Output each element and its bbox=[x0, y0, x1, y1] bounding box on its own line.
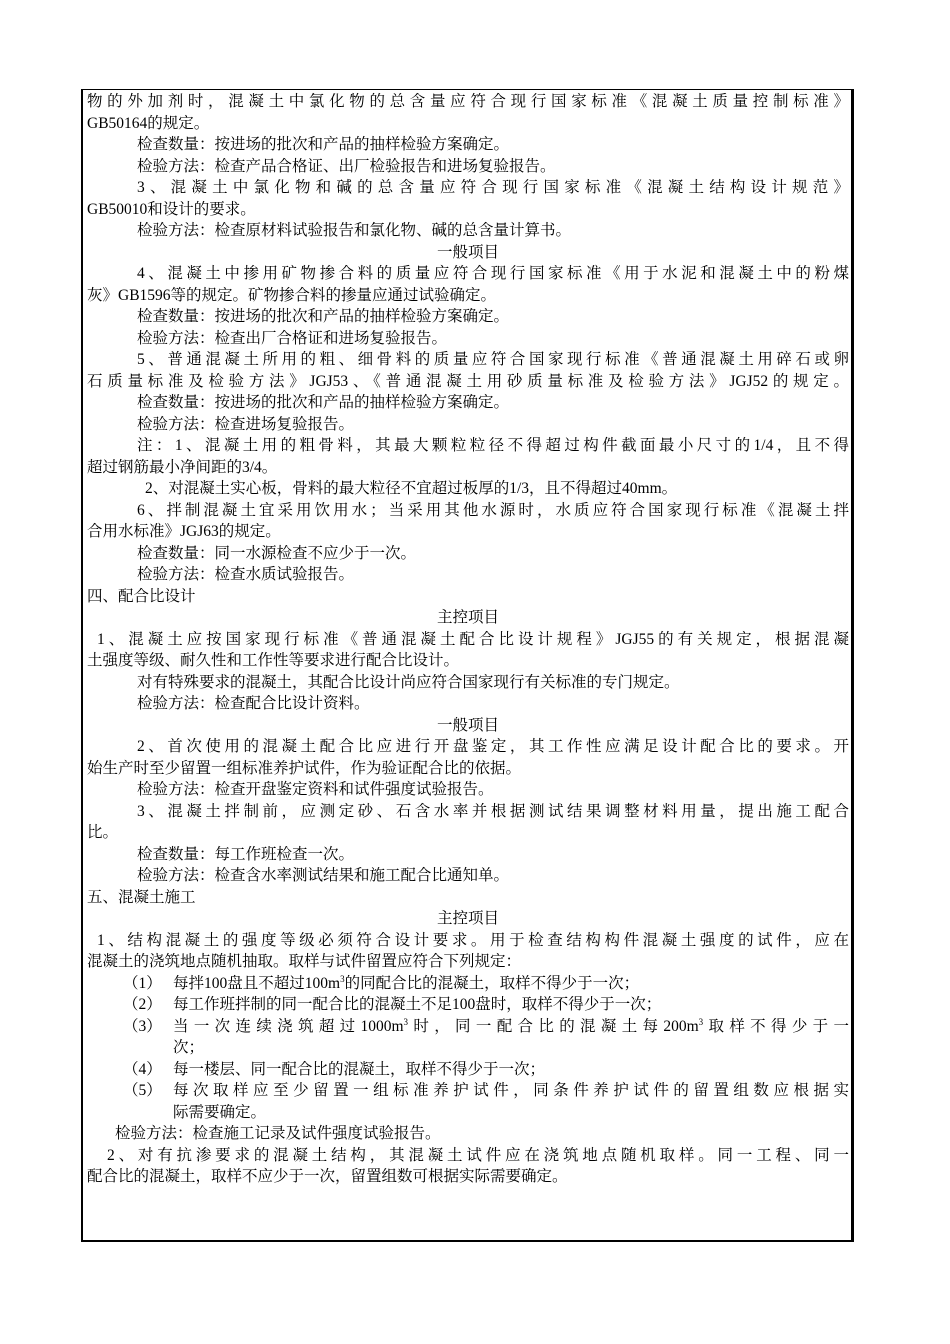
text-line: 石质量标准及检验方法》JGJ53、《普通混凝土用砂质量标准及检验方法》JGJ52的规定。 bbox=[87, 372, 849, 390]
inspection-quantity: 检查数量：同一水源检查不应少于一次。 bbox=[137, 544, 417, 562]
inspection-quantity: 检查数量：每工作班检查一次。 bbox=[137, 845, 355, 863]
construction-clause-2: 2、对有抗渗要求的混凝土结构，其混凝土试件应在浇筑地点随机取样。同一工程、同一 bbox=[107, 1146, 849, 1164]
inspection-method: 检验方法：检查配合比设计资料。 bbox=[137, 695, 370, 712]
section-subheading-main-control: 主控项目 bbox=[436, 609, 499, 626]
mix-clause-1: 1、混凝土应按国家现行标准《普通混凝土配合比设计规程》JGJ55的有关规定，根据混凝 bbox=[97, 630, 849, 648]
sampling-rule-5 bbox=[87, 1080, 849, 1123]
text-line: GB50164的规定。 bbox=[87, 114, 210, 132]
sampling-rule-4 bbox=[87, 1059, 849, 1081]
rule-number: （3） bbox=[123, 1017, 162, 1035]
mix-clause-3: 3、混凝土拌制前，应测定砂、石含水率并根据测试结果调整材料用量，提出施工配合 bbox=[137, 802, 849, 820]
clause-6: 6、拌制混凝土宜采用饮用水；当采用其他水源时，水质应符合国家现行标准《混凝土拌 bbox=[137, 501, 849, 519]
note-1: 注：1、混凝土用的粗骨料，其最大颗粒粒径不得超过构件截面最小尺寸的1/4，且不得 bbox=[137, 437, 849, 454]
rule-text: 每工作班拌制的同一配合比的混凝土不足100盘时，取样不得少于一次； bbox=[173, 996, 662, 1013]
text-line: 始生产时至少留置一组标准养护试件，作为验证配合比的依据。 bbox=[87, 759, 522, 777]
document-table-cell bbox=[81, 89, 854, 1242]
section-subheading-main-control: 主控项目 bbox=[436, 910, 499, 927]
sampling-rule-1 bbox=[87, 973, 849, 995]
inspection-quantity: 检查数量：按进场的批次和产品的抽样检验方案确定。 bbox=[137, 308, 510, 325]
rule-text: 每次取样应至少留置一组标准养护试件，同条件养护试件的留置组数应根据实 际需要确定。 bbox=[173, 1082, 849, 1121]
inspection-quantity: 检查数量：按进场的批次和产品的抽样检验方案确定。 bbox=[137, 136, 510, 153]
document-body bbox=[87, 91, 849, 1188]
rule-text: 当一次连续浇筑超过$1000m^3$时，同一配合比的混凝土每$200m^3$取样不得少于一 次； bbox=[173, 1016, 849, 1056]
inspection-method: 检验方法：检查施工记录及试件强度试验报告。 bbox=[115, 1125, 441, 1142]
section-heading-construction: 五、混凝土施工 bbox=[87, 888, 196, 906]
text-line: 混凝土的浇筑地点随机抽取。取样与试件留置应符合下列规定： bbox=[87, 953, 522, 970]
sampling-rule-3 bbox=[87, 1016, 849, 1059]
text-line: 灰》GB1596等的规定。矿物掺合料的掺量应通过试验确定。 bbox=[87, 286, 497, 304]
text-line: 比。 bbox=[87, 824, 119, 841]
rule-number: （1） bbox=[123, 974, 162, 992]
text-line: GB50010和设计的要求。 bbox=[87, 200, 256, 218]
clause-5: 5、普通混凝土所用的粗、细骨料的质量应符合国家现行标准《普通混凝土用碎石或卵 bbox=[137, 351, 849, 368]
inspection-method: 检验方法：检查开盘鉴定资料和试件强度试验报告。 bbox=[137, 781, 494, 798]
inspection-quantity: 检查数量：按进场的批次和产品的抽样检验方案确定。 bbox=[137, 394, 510, 411]
text-line: 合用水标准》JGJ63的规定。 bbox=[87, 523, 281, 540]
rule-number: （5） bbox=[123, 1082, 162, 1099]
inspection-method: 检验方法：检查水质试验报告。 bbox=[137, 566, 355, 583]
clause-3: 3、混凝土中氯化物和碱的总含量应符合现行国家标准《混凝土结构设计规范》 bbox=[137, 179, 849, 196]
sampling-rule-2 bbox=[87, 994, 849, 1016]
text-line: 配合比的混凝土，取样不应少于一次，留置组数可根据实际需要确定。 bbox=[87, 1168, 568, 1185]
inspection-method: 检验方法：检查出厂合格证和进场复验报告。 bbox=[137, 329, 448, 347]
inspection-method: 检验方法：检查原材料试验报告和氯化物、碱的总含量计算书。 bbox=[137, 222, 572, 239]
text-line: 土强度等级、耐久性和工作性等要求进行配合比设计。 bbox=[87, 652, 460, 669]
special-requirement: 对有特殊要求的混凝土，其配合比设计尚应符合国家现行有关标准的专门规定。 bbox=[137, 673, 680, 691]
text-line: 超过钢筋最小净间距的3/4。 bbox=[87, 458, 278, 476]
rule-text: 每一楼层、同一配合比的混凝土，取样不得少于一次； bbox=[173, 1060, 546, 1078]
section-subheading-general: 一般项目 bbox=[436, 716, 499, 734]
text-line: 物的外加剂时，混凝土中氯化物的总含量应符合现行国家标准《混凝土质量控制标准》 bbox=[87, 93, 849, 110]
section-subheading-general: 一般项目 bbox=[436, 243, 499, 261]
rule-number: （4） bbox=[123, 1060, 162, 1078]
inspection-method: 检验方法：检查产品合格证、出厂检验报告和进场复验报告。 bbox=[137, 157, 556, 175]
rule-number: （2） bbox=[123, 996, 162, 1013]
clause-4: 4、混凝土中掺用矿物掺合料的质量应符合现行国家标准《用于水泥和混凝土中的粉煤 bbox=[137, 265, 849, 282]
construction-clause-1: 1、结构混凝土的强度等级必须符合设计要求。用于检查结构构件混凝土强度的试件，应在 bbox=[97, 931, 849, 949]
rule-text: 每拌100盘且不超过$100m^3$的同配合比的混凝土，取样不得少于一次； bbox=[173, 973, 640, 992]
note-2: 2、对混凝土实心板，骨料的最大粒径不宜超过板厚的1/3，且不得超过40mm。 bbox=[145, 480, 678, 497]
mix-clause-2: 2、首次使用的混凝土配合比应进行开盘鉴定，其工作性应满足设计配合比的要求。开 bbox=[137, 738, 849, 755]
section-heading-mix-design: 四、配合比设计 bbox=[87, 587, 196, 605]
inspection-method: 检验方法：检查进场复验报告。 bbox=[137, 415, 355, 433]
inspection-method: 检验方法：检查含水率测试结果和施工配合比通知单。 bbox=[137, 867, 510, 884]
